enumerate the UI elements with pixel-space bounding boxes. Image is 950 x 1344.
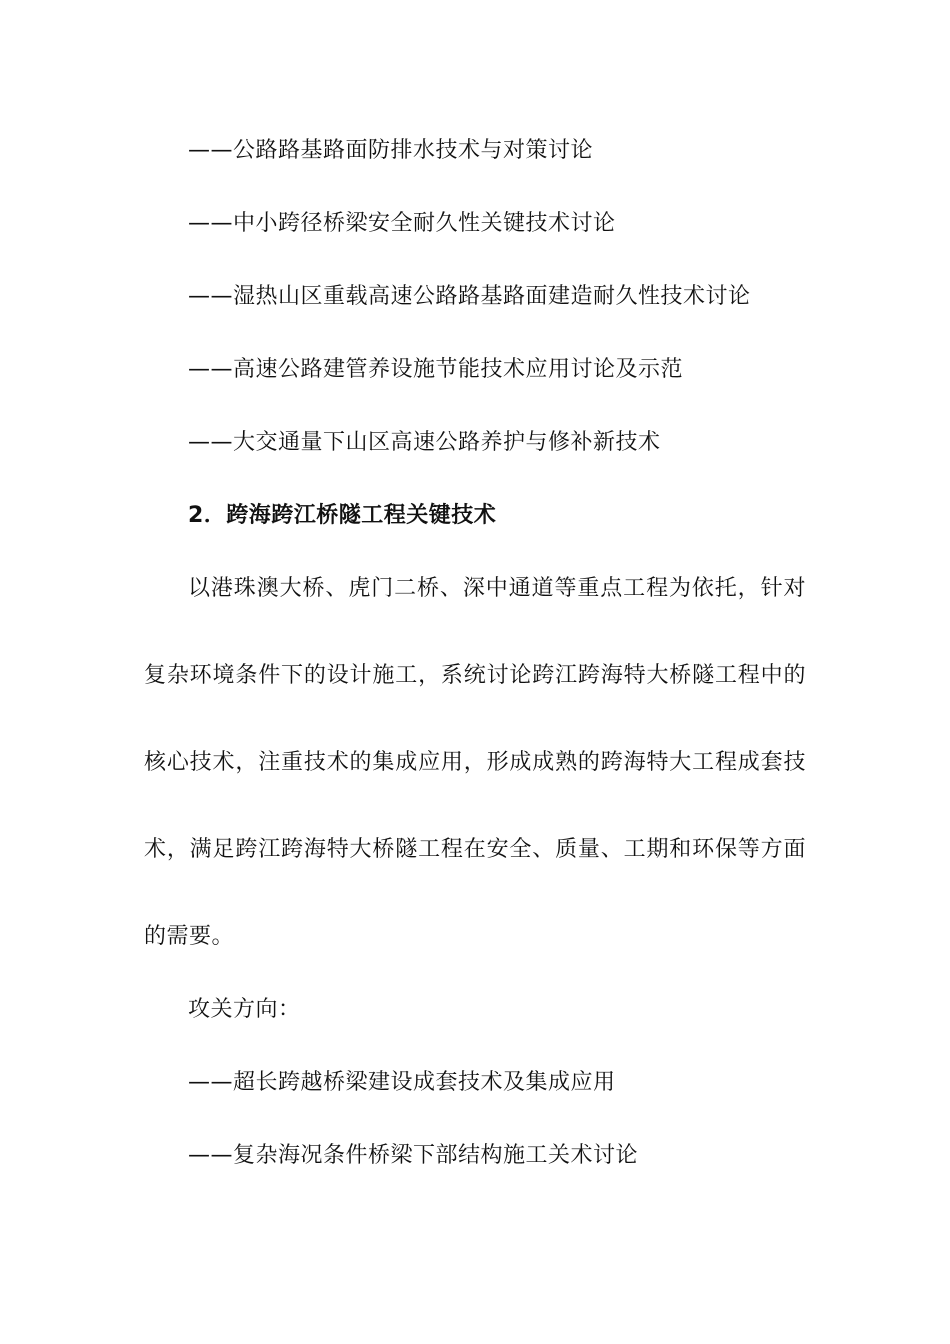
paragraph-line: 核心技术，注重技术的集成应用，形成成熟的跨海特大工程成套技: [144, 750, 806, 775]
section-heading: 2．跨海跨江桥隧工程关键技术: [188, 503, 497, 528]
list-item: ——复杂海况条件桥梁下部结构施工关术讨论: [188, 1143, 639, 1168]
direction-label: 攻关方向：: [188, 997, 301, 1022]
list-item: ——大交通量下山区高速公路养护与修补新技术: [188, 430, 661, 455]
list-item: ——公路路基路面防排水技术与对策讨论: [188, 138, 594, 163]
paragraph-line: 的需要。: [144, 924, 235, 949]
list-item: ——高速公路建管养设施节能技术应用讨论及示范: [188, 357, 684, 382]
list-item: ——超长跨越桥梁建设成套技术及集成应用: [188, 1070, 616, 1095]
list-item: ——中小跨径桥梁安全耐久性关键技术讨论: [188, 211, 616, 236]
paragraph-line: 以港珠澳大桥、虎门二桥、深中通道等重点工程为依托，针对: [188, 576, 806, 601]
list-item: ——湿热山区重载高速公路路基路面建造耐久性技术讨论: [188, 284, 751, 309]
paragraph-line: 术，满足跨江跨海特大桥隧工程在安全、质量、工期和环保等方面: [144, 837, 806, 862]
paragraph-line: 复杂环境条件下的设计施工，系统讨论跨江跨海特大桥隧工程中的: [144, 663, 806, 688]
